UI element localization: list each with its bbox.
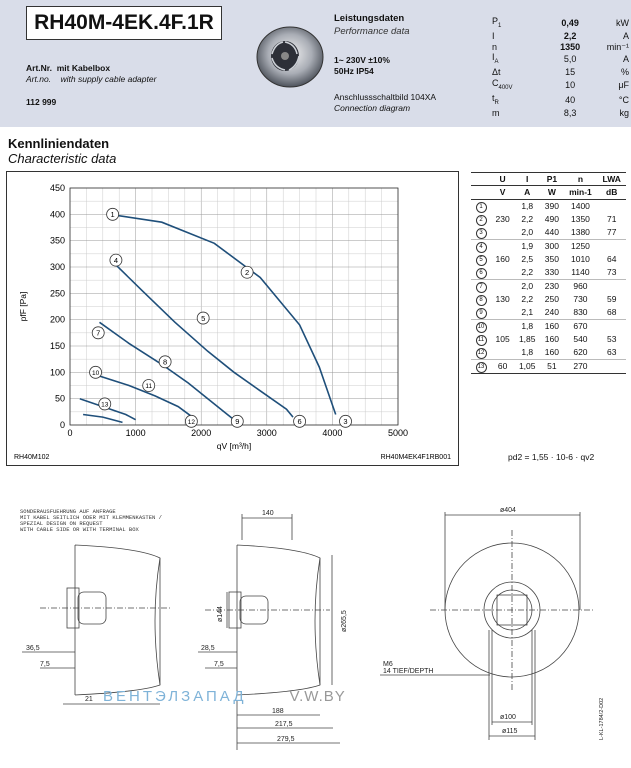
y-tick-label: 300	[49, 262, 65, 272]
column-header: LWA	[602, 174, 621, 185]
diagram-subtitle: Connection diagram	[334, 103, 411, 113]
table-cell	[491, 346, 514, 360]
column-unit: dB	[606, 187, 618, 198]
table-row	[471, 199, 626, 213]
note-text	[20, 508, 162, 533]
row-marker: 4	[476, 242, 487, 253]
column-header: U	[499, 174, 506, 185]
performance-row	[490, 93, 631, 108]
y-tick-label: 450	[49, 183, 65, 193]
note-line-2: MIT KABEL SEITLICH ODER MIT KLEMMENKASTEN /	[20, 514, 162, 521]
y-tick-label: 100	[49, 367, 65, 378]
perf-symbol-text: C	[492, 77, 499, 88]
units-row	[471, 186, 626, 199]
perf-symbol	[490, 108, 550, 118]
table-cell: 160	[495, 254, 510, 265]
table-cell: 440	[544, 227, 559, 238]
curve-marker-label: 1	[110, 210, 115, 220]
x-axis-label: qV [m³/h]	[216, 441, 252, 451]
pd2-formula: pd2 = 1,55 · 10-6 · qv2	[508, 452, 595, 462]
column-unit: V	[499, 187, 506, 198]
dim-265-5: ø265,5	[341, 610, 348, 632]
perf-value: 1350	[560, 41, 581, 52]
column-unit: W	[547, 187, 556, 198]
row-marker: 2	[476, 215, 487, 226]
dim-279-5: 279,5	[277, 736, 295, 743]
row-marker-cell	[471, 359, 491, 373]
row-marker: 8	[476, 295, 487, 306]
table-cell: 960	[573, 281, 588, 292]
perf-unit: min⁻¹	[606, 41, 629, 52]
article-number: 112 999	[26, 97, 57, 107]
table-cell: 490	[544, 214, 559, 225]
note-line-1: SONDERAUSFUEHRUNG AUF ANFRAGE	[20, 508, 116, 515]
y-axis-label: pfF [Pa]	[18, 291, 28, 322]
perf-symbol-text: n	[492, 41, 498, 52]
perf-unit: A	[622, 31, 629, 42]
table-cell: 1,8	[521, 321, 534, 332]
table-cell: 390	[544, 201, 559, 212]
table-row	[471, 226, 626, 240]
table-row	[471, 319, 626, 333]
performance-row	[490, 78, 631, 93]
table-cell: 830	[573, 307, 588, 318]
table-cell: 2,1	[521, 307, 534, 318]
x-tick-label: 0	[67, 428, 73, 438]
units-blank	[471, 186, 491, 199]
table-cell: 60	[497, 361, 508, 372]
table-cell: 63	[606, 347, 617, 358]
table-cell: 730	[573, 294, 588, 305]
dim-404: ø404	[500, 507, 516, 514]
dim-144: ø144	[217, 606, 224, 622]
perf-value: 40	[565, 95, 576, 106]
table-row	[471, 279, 626, 293]
characteristic-data-table	[471, 172, 626, 374]
thread-depth: 14 TIEF/DEPTH	[383, 668, 434, 675]
table-cell: 350	[544, 254, 559, 265]
table-cell: 1380	[570, 227, 590, 238]
chart-footer-right: RH40M4EK4F1RB001	[380, 454, 451, 461]
table-cell: 230	[544, 281, 559, 292]
x-tick-label: 4000	[322, 428, 343, 438]
curve-marker-label: 11	[145, 383, 153, 391]
watermark-suffix: V.W.BY	[289, 688, 346, 705]
row-marker: 13	[476, 362, 487, 373]
perf-symbol	[490, 52, 550, 67]
curve-marker-label: 4	[113, 255, 119, 265]
performance-row	[490, 52, 631, 67]
table-cell: 130	[495, 294, 510, 305]
table-cell	[597, 239, 626, 253]
row-marker-cell	[471, 279, 491, 293]
header-blank	[471, 173, 491, 186]
performance-row	[490, 108, 631, 118]
perf-symbol	[490, 31, 550, 41]
table-cell	[597, 319, 626, 333]
fan-image	[255, 20, 325, 90]
table-cell: 64	[606, 254, 617, 265]
table-cell: 330	[544, 267, 559, 278]
row-marker: 12	[476, 348, 487, 359]
y-tick-label: 200	[49, 314, 65, 325]
table-cell	[491, 319, 514, 333]
row-marker-cell	[471, 346, 491, 360]
curve-marker-label: 2	[245, 267, 250, 277]
perf-unit: %	[620, 67, 629, 78]
x-tick-label: 3000	[256, 428, 277, 438]
row-marker-cell	[471, 333, 491, 346]
y-tick-label: 0	[59, 420, 65, 430]
perf-symbol-text: I	[492, 52, 495, 63]
table-cell: 71	[606, 214, 617, 225]
x-tick-label: 1000	[125, 428, 146, 438]
column-unit: min-1	[569, 187, 592, 198]
dim-100: ø100	[500, 714, 516, 721]
dim-7-5-left: 7,5	[40, 661, 50, 668]
section-title: Kennliniendaten	[8, 136, 110, 151]
performance-table	[490, 16, 631, 118]
table-cell: 105	[495, 334, 510, 345]
perf-value: 2,2	[563, 31, 577, 42]
dim-21: 21	[85, 696, 93, 703]
perf-value: 0,49	[561, 18, 579, 29]
table-row	[471, 359, 626, 373]
row-marker-cell	[471, 226, 491, 240]
perf-value: 15	[565, 67, 576, 78]
table-cell: 620	[573, 347, 588, 358]
curve-marker-label: 8	[163, 357, 168, 367]
performance-subtitle: Performance data	[334, 26, 410, 37]
dim-28-5: 28,5	[201, 645, 215, 652]
table-cell: 1,85	[518, 334, 536, 345]
table-cell: 68	[606, 307, 617, 318]
y-tick-label: 150	[49, 341, 65, 351]
artno-desc: with supply cable adapter	[60, 74, 157, 84]
perf-symbol-sub: 400V	[498, 84, 513, 91]
table-cell: 73	[606, 267, 617, 278]
table-row	[471, 293, 626, 306]
curve-marker-label: 5	[201, 313, 206, 323]
voltage-spec: 1~ 230V ±10%	[334, 55, 390, 65]
performance-row	[490, 42, 631, 52]
table-row	[471, 213, 626, 226]
table-cell: 1350	[570, 214, 590, 225]
table-cell: 77	[606, 227, 617, 238]
table-cell	[491, 279, 514, 293]
note-line-3: SPEZIAL DESIGN ON REQUEST	[20, 520, 103, 527]
drawing-right	[380, 512, 595, 740]
table-cell: 1140	[571, 267, 590, 278]
curve-marker-label: 9	[235, 417, 240, 427]
curve-marker-label: 6	[297, 417, 302, 427]
table-cell: 250	[544, 294, 559, 305]
perf-symbol-text: P	[492, 16, 499, 26]
table-row	[471, 306, 626, 320]
perf-symbol	[490, 16, 550, 31]
table-cell: 300	[544, 241, 559, 252]
drawing-left	[22, 545, 170, 704]
curve-marker-label: 13	[101, 401, 109, 409]
performance-row	[490, 67, 631, 77]
dim-36-5: 36,5	[26, 645, 40, 652]
table-cell: 53	[606, 334, 617, 345]
table-cell	[597, 359, 626, 373]
perf-symbol	[490, 93, 550, 108]
dim-217-5: 217,5	[275, 721, 293, 728]
perf-symbol	[490, 78, 550, 93]
freq-ip-spec: 50Hz IP54	[334, 66, 374, 76]
perf-symbol	[490, 67, 550, 77]
row-marker-cell	[471, 253, 491, 266]
row-marker: 10	[476, 322, 487, 333]
row-marker-cell	[471, 306, 491, 320]
perf-symbol-text: I	[492, 31, 495, 42]
y-tick-label: 350	[49, 235, 65, 246]
row-marker-cell	[471, 239, 491, 253]
table-header	[471, 173, 626, 186]
curve-marker-label: 7	[96, 328, 101, 338]
table-row	[471, 266, 626, 280]
row-marker: 7	[476, 282, 487, 293]
section-subtitle: Characteristic data	[8, 151, 117, 166]
row-marker-cell	[471, 213, 491, 226]
thread-m6: M6	[383, 661, 393, 668]
curve-marker-label: 3	[343, 417, 348, 427]
table-cell: 1,8	[521, 347, 534, 358]
y-tick-label: 400	[49, 209, 65, 220]
perf-symbol-sub: R	[494, 99, 499, 106]
row-marker-cell	[471, 293, 491, 306]
row-marker: 1	[476, 202, 487, 213]
row-marker-cell	[471, 319, 491, 333]
curve-marker-label: 10	[91, 370, 100, 378]
curve-marker-label: 12	[187, 419, 195, 427]
perf-unit: kg	[619, 108, 629, 119]
perf-symbol-text: Δt	[492, 67, 501, 78]
header-panel	[0, 0, 631, 127]
drawing-middle	[198, 514, 340, 750]
table-cell	[491, 239, 514, 253]
table-cell: 1250	[570, 241, 590, 252]
table-cell: 160	[544, 334, 559, 345]
row-marker: 11	[476, 335, 487, 346]
artnr-label: Art.Nr.	[26, 63, 52, 73]
row-marker: 6	[476, 268, 487, 279]
table-cell: 1400	[570, 201, 590, 212]
table-cell: 2,2	[521, 294, 534, 305]
table-cell	[491, 226, 514, 240]
table-cell	[597, 279, 626, 293]
table-cell	[491, 306, 514, 320]
column-header: P1	[546, 174, 558, 185]
row-marker: 3	[476, 228, 487, 239]
y-tick-label: 250	[49, 288, 65, 299]
table-cell: 540	[573, 334, 588, 345]
row-marker-cell	[471, 266, 491, 280]
perf-symbol-text: t	[492, 92, 495, 103]
table-row	[471, 346, 626, 360]
row-marker: 9	[476, 308, 487, 319]
watermark-text: ВЕНТЭЛЗАПАД	[103, 688, 247, 705]
perf-symbol-sub: A	[494, 58, 499, 65]
column-header: I	[526, 174, 529, 185]
table-cell: 51	[547, 361, 557, 372]
table-cell: 2,2	[521, 267, 534, 278]
artnr-desc: mit Kabelbox	[56, 63, 111, 73]
characteristic-chart	[6, 171, 459, 466]
table-cell: 2,2	[521, 214, 534, 225]
artno-label: Art.no.	[26, 74, 52, 84]
row-marker-cell	[471, 199, 491, 213]
table-cell	[597, 199, 626, 213]
table-row	[471, 253, 626, 266]
perf-unit: kW	[616, 18, 629, 29]
table-cell: 2,0	[521, 281, 534, 292]
perf-value: 10	[565, 80, 576, 91]
perf-value: 5,0	[563, 54, 577, 65]
table-cell: 1010	[570, 254, 590, 265]
chart-footer-left: RH40M102	[14, 454, 50, 461]
perf-symbol-text: m	[492, 108, 500, 119]
column-header: n	[577, 174, 584, 185]
x-tick-label: 2000	[191, 428, 212, 438]
column-unit: A	[524, 187, 531, 198]
row-marker: 5	[476, 255, 487, 266]
table-cell: 1,05	[518, 361, 536, 372]
table-cell: 270	[573, 361, 588, 372]
table-cell: 2,5	[521, 254, 534, 265]
table-cell: 230	[495, 214, 510, 225]
table-row	[471, 333, 626, 346]
diagram-label: Anschlussschaltbild 104XA	[334, 92, 437, 102]
dimension-drawings	[0, 500, 631, 768]
product-title: RH40M-4EK.4F.1R	[26, 6, 222, 40]
table-row	[471, 239, 626, 253]
perf-symbol	[490, 42, 550, 52]
x-tick-label: 5000	[387, 428, 409, 438]
drawing-number: L-KL-1784/2-D02	[599, 697, 605, 740]
table-cell: 240	[544, 307, 559, 318]
table-cell: 1,8	[521, 201, 534, 212]
table-cell: 2,0	[521, 227, 534, 238]
table-cell	[491, 266, 514, 280]
performance-row	[490, 16, 631, 31]
perf-unit: °C	[618, 95, 629, 106]
table-cell: 160	[544, 321, 559, 332]
table-cell: 160	[544, 347, 559, 358]
dim-188: 188	[272, 708, 284, 715]
performance-title: Leistungsdaten	[334, 13, 405, 24]
watermark	[103, 688, 346, 705]
perf-unit: μF	[618, 80, 629, 91]
note-line-4: WITH CABLE SIDE OR WITH TERMINAL BOX	[20, 526, 139, 533]
dim-7-5-mid: 7,5	[214, 661, 224, 668]
table-cell	[491, 199, 514, 213]
perf-symbol-sub: 1	[498, 22, 502, 29]
perf-value: 8,3	[563, 108, 577, 119]
dim-115: ø115	[502, 728, 518, 735]
table-cell: 1,9	[521, 241, 534, 252]
dim-140: 140	[262, 510, 274, 517]
y-tick-label: 50	[54, 393, 65, 404]
table-cell: 59	[606, 294, 617, 305]
table-cell: 670	[573, 321, 588, 332]
performance-row	[490, 31, 631, 41]
perf-unit: A	[622, 54, 629, 65]
